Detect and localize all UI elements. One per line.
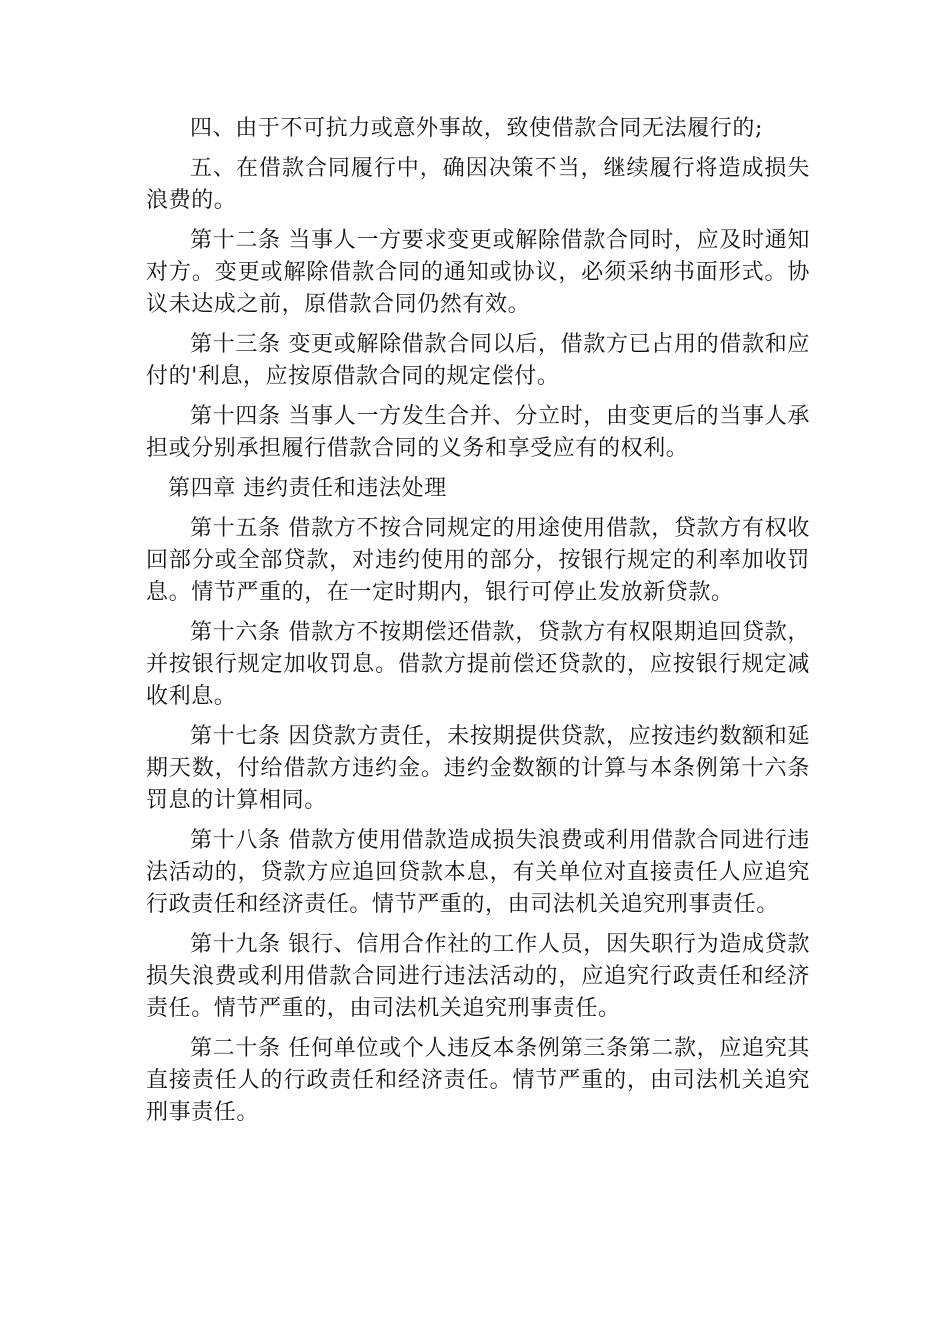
paragraph-item-5: 五、在借款合同履行中，确因决策不当，继续履行将造成损失浪费的。 (146, 156, 810, 213)
article-17: 第十七条 因贷款方责任，未按期提供贷款，应按违约数额和延期天数，付给借款方违约金。违约金数额的计算与本条例第十六条罚息的计算相同。 (146, 724, 810, 813)
article-19: 第十九条 银行、信用合作社的工作人员，因失职行为造成贷款损失浪费或利用借款合同进行违法活动的，应追究行政责任和经济责任。情节严重的，由司法机关追究刑事责任。 (146, 932, 810, 1021)
document-body (146, 113, 810, 1137)
article-15: 第十五条 借款方不按合同规定的用途使用借款，贷款方有权收回部分或全部贷款，对违约使用的部分，按银行规定的利率加收罚息。情节严重的，在一定时期内，银行可停止发放新贷款。 (146, 516, 810, 605)
paragraph-item-4: 四、由于不可抗力或意外事故，致使借款合同无法履行的; (190, 116, 764, 141)
chapter-heading: 第四章 违约责任和违法处理 (168, 476, 447, 501)
article-20: 第二十条 任何单位或个人违反本条例第三条第二款，应追究其直接责任人的行政责任和经济责任。情节严重的，由司法机关追究刑事责任。 (146, 1036, 810, 1125)
article-12: 第十二条 当事人一方要求变更或解除借款合同时，应及时通知对方。变更或解除借款合同的通知或协议，必须采纳书面形式。协议未达成之前，原借款合同仍然有效。 (146, 228, 810, 317)
article-13: 第十三条 变更或解除借款合同以后，借款方已占用的借款和应付的'利息，应按原借款合同的规定偿付。 (146, 332, 810, 389)
article-14: 第十四条 当事人一方发生合并、分立时，由变更后的当事人承担或分别承担履行借款合同的义务和享受应有的权利。 (146, 404, 810, 461)
article-18: 第十八条 借款方使用借款造成损失浪费或利用借款合同进行违法活动的，贷款方应追回贷款本息，有关单位对直接责任人应追究行政责任和经济责任。情节严重的，由司法机关追究刑事责任。 (146, 828, 810, 917)
article-16: 第十六条 借款方不按期偿还借款，贷款方有权限期追回贷款，并按银行规定加收罚息。借款方提前偿还贷款的，应按银行规定减收利息。 (146, 620, 810, 709)
